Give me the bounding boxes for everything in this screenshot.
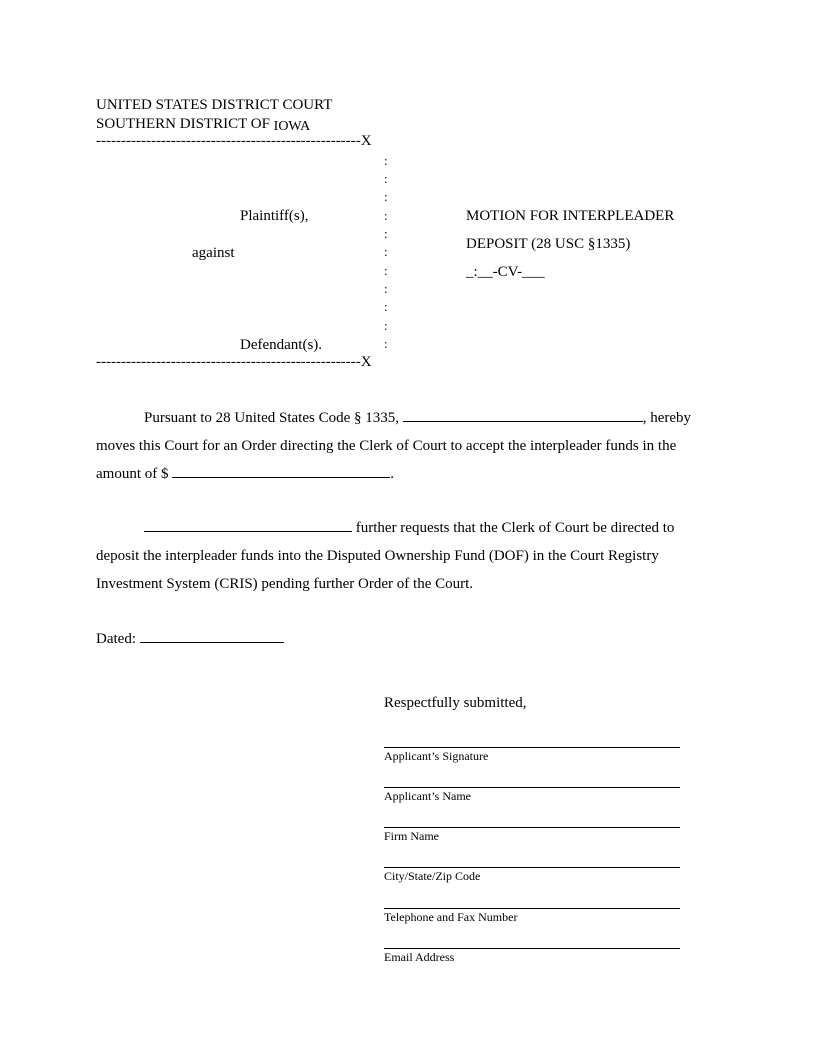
date-blank[interactable] [140,628,284,643]
caption-colon: : [384,318,388,333]
dated-line [96,625,284,653]
amount-label: amount of $ [96,466,173,482]
paragraph2-line2: deposit the interpleader funds into the Disputed Ownership Fund (DOF) in the Court Registry [96,548,659,564]
caption-colon: : [384,226,388,241]
firm-name-line[interactable] [384,827,680,828]
caption-colon: : [384,189,388,204]
against-label: against [192,245,235,261]
telephone-fax-line[interactable] [384,908,680,909]
plaintiff-label: Plaintiff(s), [240,208,309,224]
paragraph2-line3: Investment System (CRIS) pending further Order of the Court. [96,576,474,592]
signature-label: Applicant’s Signature [384,749,489,763]
paragraph1-line1 [144,404,691,432]
applicant-name-label: Applicant’s Name [384,789,471,803]
court-district-prefix: SOUTHERN DISTRICT OF [96,116,270,132]
paragraph2-intro: further requests that the Clerk of Court be directed to [352,520,675,536]
court-district-state: IOWA [273,119,311,134]
city-state-zip-label: City/State/Zip Code [384,869,481,883]
telephone-fax-label: Telephone and Fax Number [384,910,518,924]
caption-colon: : [384,244,388,259]
applicant-name-blank[interactable] [403,407,643,422]
requester-name-blank[interactable] [144,517,352,532]
caption-colon: : [384,299,388,314]
defendant-label: Defendant(s). [240,337,323,353]
paragraph1-line2: moves this Court for an Order directing the Clerk of Court to accept the interpleader funds in the [96,438,677,454]
case-number: _:__-CV-___ [466,264,545,280]
paragraph1-line3 [96,460,394,488]
court-name: UNITED STATES DISTRICT COURT [96,97,333,113]
signature-line[interactable] [384,747,680,748]
caption-colon: : [384,263,388,278]
email-label: Email Address [384,950,455,964]
paragraph1-intro: Pursuant to 28 United States Code § 1335, [144,410,403,426]
amount-period: . [390,466,394,482]
caption-bottom-divider: -----------------------------------------------------X [96,354,372,370]
court-district [96,115,310,134]
firm-name-label: Firm Name [384,829,439,843]
dated-label: Dated: [96,631,140,647]
closing-text: Respectfully submitted, [384,695,527,711]
applicant-name-line[interactable] [384,787,680,788]
amount-blank[interactable] [172,463,390,478]
caption-colon: : [384,208,388,223]
caption-colon: : [384,281,388,296]
city-state-zip-line[interactable] [384,867,680,868]
caption-top-divider: -----------------------------------------------------X [96,133,372,149]
motion-title-line1: MOTION FOR INTERPLEADER [466,208,675,224]
caption-colon: : [384,171,388,186]
paragraph2-line1 [144,514,674,542]
email-line[interactable] [384,948,680,949]
caption-colon: : [384,336,388,351]
motion-title-line2: DEPOSIT (28 USC §1335) [466,236,631,252]
paragraph1-hereby: , hereby [642,410,692,426]
caption-colon: : [384,153,388,168]
